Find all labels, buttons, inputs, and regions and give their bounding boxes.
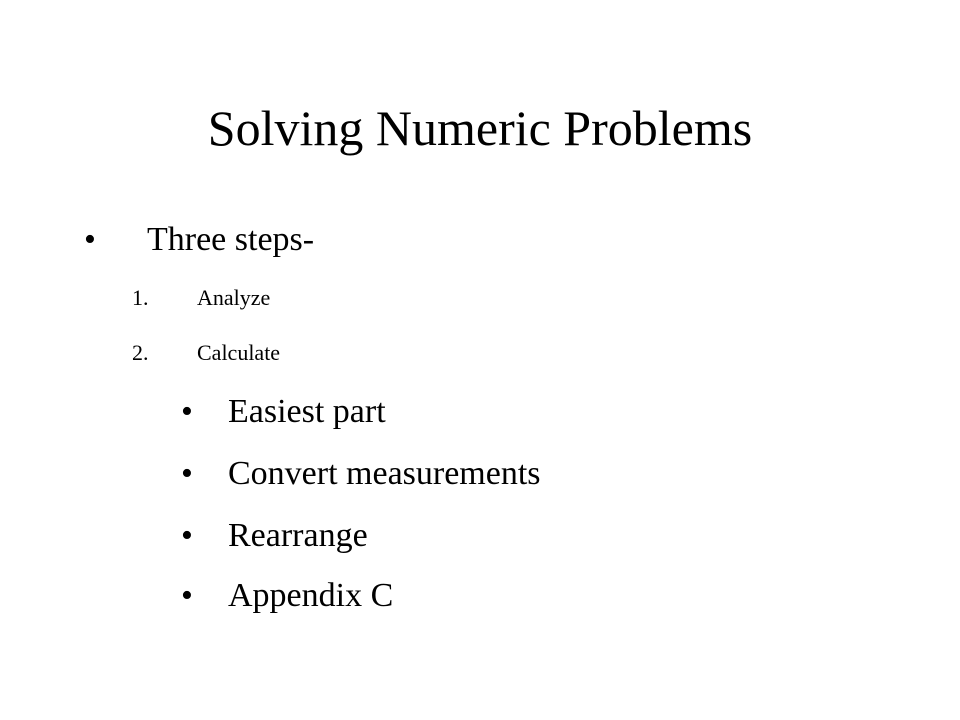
numbered-item <box>0 339 960 367</box>
numbered-text: Analyze <box>197 285 271 310</box>
numbered-text: Calculate <box>197 340 281 365</box>
numbered-item <box>0 284 960 312</box>
sub-bullet-item <box>0 516 960 556</box>
bullet-marker: • <box>181 577 193 614</box>
bullet-item <box>0 220 960 260</box>
bullet-marker: • <box>181 517 193 554</box>
number-marker: 1. <box>132 285 149 310</box>
bullet-text: Rearrange <box>228 517 368 554</box>
bullet-text: Convert measurements <box>228 455 541 492</box>
bullet-marker: • <box>181 393 193 430</box>
sub-bullet-item <box>0 454 960 494</box>
bullet-marker: • <box>84 221 96 258</box>
bullet-text: Three steps- <box>147 221 315 258</box>
slide-title: Solving Numeric Problems <box>207 100 753 156</box>
sub-bullet-item <box>0 392 960 432</box>
number-marker: 2. <box>132 340 149 365</box>
bullet-marker: • <box>181 455 193 492</box>
sub-bullet-item <box>0 576 960 616</box>
bullet-text: Appendix C <box>228 577 394 614</box>
bullet-text: Easiest part <box>228 393 386 430</box>
